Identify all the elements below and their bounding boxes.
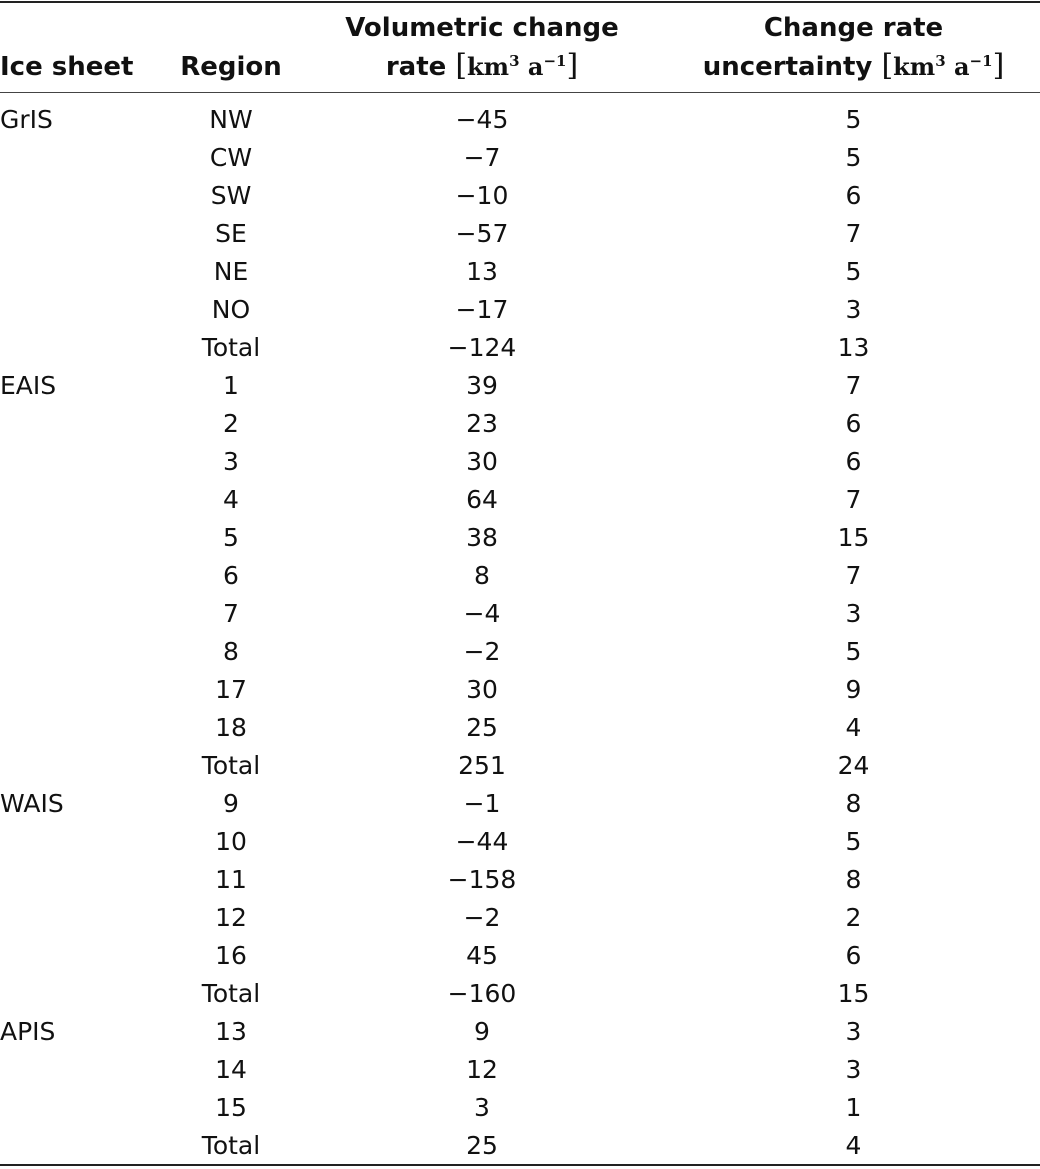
header-rate-unit: [$km^3$ $a^{-1}$] [455, 48, 579, 83]
cell-uncertainty: 2 [845, 903, 862, 932]
cell-uncertainty: 6 [845, 409, 862, 438]
cell-ice-sheet [0, 823, 165, 861]
header-spacer [0, 92, 1040, 101]
cell-region: 8 [223, 637, 239, 666]
cell-change-rate: −2 [463, 637, 501, 666]
cell-uncertainty: 6 [845, 447, 862, 476]
cell-change-rate: 39 [466, 371, 498, 400]
cell-region: 15 [215, 1093, 247, 1122]
cell-ice-sheet [0, 291, 165, 329]
cell-uncertainty: 6 [845, 181, 862, 210]
table-header-row [0, 3, 1040, 92]
cell-region: 5 [223, 523, 239, 552]
cell-change-rate: 8 [474, 561, 490, 590]
cell-region: 14 [215, 1055, 247, 1084]
cell-ice-sheet [0, 671, 165, 709]
table-row [0, 557, 1040, 595]
header-unc-unit: [$km^3$ $a^{-1}$] [881, 48, 1005, 83]
table-row [0, 861, 1040, 899]
header-region-label: Region [180, 52, 282, 82]
cell-ice-sheet [0, 861, 165, 899]
cell-change-rate: −17 [455, 295, 509, 324]
cell-change-rate: −160 [447, 979, 517, 1008]
cell-change-rate: 45 [466, 941, 498, 970]
cell-uncertainty: 4 [845, 713, 862, 742]
cell-ice-sheet [0, 253, 165, 291]
cell-change-rate: 64 [466, 485, 498, 514]
cell-region: NO [211, 295, 251, 324]
cell-region: 12 [215, 903, 247, 932]
cell-uncertainty: 3 [845, 295, 862, 324]
table-row [0, 253, 1040, 291]
table-row [0, 177, 1040, 215]
table-row [0, 405, 1040, 443]
cell-region: 1 [223, 371, 239, 400]
cell-change-rate: −1 [463, 789, 501, 818]
table-row [0, 519, 1040, 557]
cell-change-rate: −2 [463, 903, 501, 932]
cell-region: SE [215, 219, 247, 248]
table-row [0, 595, 1040, 633]
cell-uncertainty: 9 [845, 675, 862, 704]
cell-change-rate: 25 [466, 713, 498, 742]
cell-uncertainty: 3 [845, 1055, 862, 1084]
header-ice-sheet [0, 3, 165, 92]
table-row [0, 671, 1040, 709]
cell-ice-sheet [0, 633, 165, 671]
cell-ice-sheet: EAIS [0, 371, 57, 400]
cell-region: 17 [215, 675, 247, 704]
cell-region: 10 [215, 827, 247, 856]
unit-km: km [893, 52, 936, 81]
cell-region: 16 [215, 941, 247, 970]
cell-ice-sheet [0, 139, 165, 177]
cell-change-rate: 30 [466, 675, 498, 704]
cell-ice-sheet [0, 215, 165, 253]
cell-change-rate: 251 [458, 751, 506, 780]
table-row [0, 633, 1040, 671]
cell-change-rate: 23 [466, 409, 498, 438]
cell-uncertainty: 13 [837, 333, 870, 362]
cell-change-rate: −7 [463, 143, 501, 172]
header-rate-line2: rate [385, 52, 447, 82]
cell-ice-sheet: APIS [0, 1017, 56, 1046]
table-row [0, 1013, 1040, 1051]
header-unc-line2: uncertainty [702, 52, 873, 82]
cell-uncertainty: 5 [845, 257, 862, 286]
cell-ice-sheet [0, 1051, 165, 1089]
cell-uncertainty: 7 [845, 371, 862, 400]
unit-a: a [953, 52, 970, 81]
cell-region: 3 [223, 447, 239, 476]
cell-uncertainty: 15 [837, 979, 870, 1008]
table-row [0, 1089, 1040, 1127]
cell-uncertainty: 5 [845, 143, 862, 172]
cell-ice-sheet: WAIS [0, 789, 64, 818]
header-unc-line1: Change rate [763, 13, 944, 43]
header-change-rate-uncertainty [667, 3, 1040, 92]
cell-change-rate: 25 [466, 1131, 498, 1160]
unit-exp-neg1: −1 [969, 52, 993, 70]
cell-uncertainty: 3 [845, 599, 862, 628]
cell-ice-sheet [0, 1127, 165, 1165]
table-row [0, 291, 1040, 329]
table-row [0, 139, 1040, 177]
cell-region: 9 [223, 789, 239, 818]
cell-change-rate: −57 [455, 219, 509, 248]
cell-region: 6 [223, 561, 239, 590]
cell-uncertainty: 24 [837, 751, 870, 780]
header-ice-sheet-label: Ice sheet [0, 52, 134, 82]
cell-change-rate: −10 [455, 181, 509, 210]
header-volumetric-change-rate [297, 3, 667, 92]
header-region [165, 3, 297, 92]
table-row [0, 215, 1040, 253]
unit-exp-neg1: −1 [543, 52, 567, 70]
cell-region: CW [209, 143, 253, 172]
cell-ice-sheet [0, 747, 165, 785]
cell-region: 11 [215, 865, 247, 894]
ice-sheet-change-table [0, 3, 1040, 1165]
cell-change-rate: −158 [447, 865, 517, 894]
cell-ice-sheet [0, 481, 165, 519]
unit-exp-3: 3 [509, 52, 520, 70]
cell-region: Total [201, 333, 261, 362]
cell-change-rate: −4 [463, 599, 501, 628]
table-row [0, 1051, 1040, 1089]
cell-change-rate: −45 [455, 105, 509, 134]
cell-region: SW [210, 181, 252, 210]
cell-uncertainty: 8 [845, 789, 862, 818]
cell-uncertainty: 6 [845, 941, 862, 970]
cell-ice-sheet [0, 519, 165, 557]
table-row [0, 481, 1040, 519]
cell-region: 7 [223, 599, 239, 628]
cell-uncertainty: 7 [845, 219, 862, 248]
cell-change-rate: 13 [466, 257, 498, 286]
cell-ice-sheet: GrIS [0, 105, 53, 134]
cell-region: 18 [215, 713, 247, 742]
cell-uncertainty: 7 [845, 561, 862, 590]
cell-change-rate: 30 [466, 447, 498, 476]
cell-region: 2 [223, 409, 239, 438]
table-row [0, 367, 1040, 405]
table-row [0, 937, 1040, 975]
table-row [0, 823, 1040, 861]
cell-uncertainty: 3 [845, 1017, 862, 1046]
cell-change-rate: 3 [474, 1093, 490, 1122]
cell-region: Total [201, 979, 261, 1008]
cell-uncertainty: 5 [845, 637, 862, 666]
table-row [0, 443, 1040, 481]
unit-km: km [467, 52, 510, 81]
table-row [0, 899, 1040, 937]
cell-change-rate: 38 [466, 523, 498, 552]
cell-ice-sheet [0, 443, 165, 481]
cell-uncertainty: 5 [845, 105, 862, 134]
cell-ice-sheet [0, 329, 165, 367]
table-row [0, 747, 1040, 785]
table-row [0, 975, 1040, 1013]
cell-uncertainty: 15 [837, 523, 870, 552]
unit-exp-3: 3 [935, 52, 946, 70]
cell-change-rate: −44 [455, 827, 509, 856]
cell-region: 13 [215, 1017, 247, 1046]
table-row [0, 709, 1040, 747]
cell-uncertainty: 5 [845, 827, 862, 856]
cell-ice-sheet [0, 1089, 165, 1127]
header-rate-line1: Volumetric change [345, 13, 619, 43]
cell-change-rate: 9 [474, 1017, 490, 1046]
cell-change-rate: 12 [466, 1055, 498, 1084]
table-body [0, 92, 1040, 1165]
cell-region: NE [213, 257, 249, 286]
table-row [0, 785, 1040, 823]
cell-ice-sheet [0, 557, 165, 595]
cell-ice-sheet [0, 177, 165, 215]
cell-region: Total [201, 751, 261, 780]
table-row [0, 1127, 1040, 1165]
cell-uncertainty: 1 [845, 1093, 862, 1122]
cell-ice-sheet [0, 899, 165, 937]
cell-ice-sheet [0, 975, 165, 1013]
cell-uncertainty: 4 [845, 1131, 862, 1160]
unit-a: a [527, 52, 544, 81]
cell-uncertainty: 8 [845, 865, 862, 894]
cell-region: 4 [223, 485, 239, 514]
cell-change-rate: −124 [447, 333, 517, 362]
cell-region: Total [201, 1131, 261, 1160]
cell-ice-sheet [0, 709, 165, 747]
table-row [0, 329, 1040, 367]
table-row [0, 101, 1040, 139]
cell-ice-sheet [0, 937, 165, 975]
cell-uncertainty: 7 [845, 485, 862, 514]
cell-ice-sheet [0, 595, 165, 633]
cell-ice-sheet [0, 405, 165, 443]
cell-region: NW [209, 105, 253, 134]
